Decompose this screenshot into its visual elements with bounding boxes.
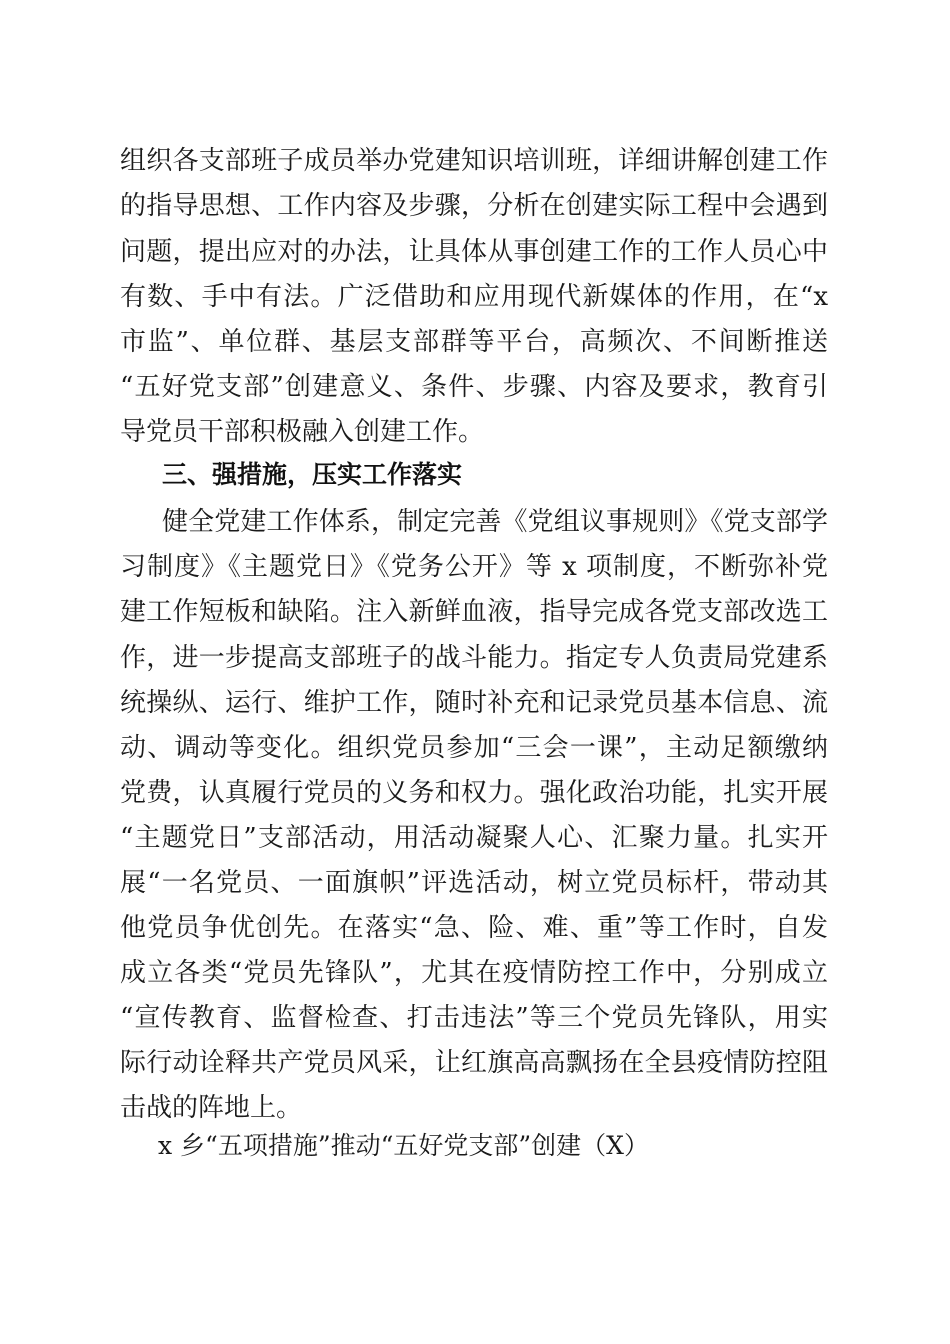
text-line: 问题，提出应对的办法，让具体从事创建工作的工作人员心中 [120, 237, 828, 267]
text-line: 展“一名党员、一面旗帜”评选活动，树立党员标杆，带动其 [120, 868, 828, 898]
next-article-title: x 乡“五项措施”推动“五好党支部”创建（X） [158, 1131, 649, 1160]
text-line: 动、调动等变化。组织党员参加“三会一课”，主动足额缴纳 [120, 733, 828, 763]
text-line: “主题党日”支部活动，用活动凝聚人心、汇聚力量。扎实开 [120, 823, 828, 853]
section-heading: 三、强措施，压实工作落实 [162, 460, 463, 489]
text-line: 作，进一步提高支部班子的战斗能力。指定专人负责局党建系 [120, 643, 828, 673]
text-line: 建工作短板和缺陷。注入新鲜血液，指导完成各党支部改选工 [120, 597, 828, 627]
text-line: 党费，认真履行党员的义务和权力。强化政治功能，扎实开展 [120, 778, 828, 808]
text-line: 击战的阵地上。 [120, 1093, 303, 1123]
text-line: 组织各支部班子成员举办党建知识培训班，详细讲解创建工作 [120, 146, 828, 176]
text-line: 有数、手中有法。广泛借助和应用现代新媒体的作用，在“x [120, 282, 828, 312]
text-line: 统操纵、运行、维护工作，随时补充和记录党员基本信息、流 [120, 688, 828, 718]
text-line: 导党员干部积极融入创建工作。 [120, 417, 485, 447]
text-line: 他党员争优创先。在落实“急、险、难、重”等工作时，自发 [120, 913, 828, 943]
text-line: 成立各类“党员先锋队”，尤其在疫情防控工作中，分别成立 [120, 958, 828, 988]
text-line: “宣传教育、监督检查、打击违法”等三个党员先锋队，用实 [120, 1003, 828, 1033]
text-line: 习制度》《主题党日》《党务公开》等 x 项制度，不断弥补党 [120, 552, 828, 582]
text-line: 健全党建工作体系，制定完善《党组议事规则》《党支部学 [162, 507, 828, 537]
text-line: “五好党支部”创建意义、条件、步骤、内容及要求，教育引 [120, 372, 828, 402]
text-line: 际行动诠释共产党员风采，让红旗高高飘扬在全县疫情防控阻 [120, 1048, 828, 1078]
text-line: 的指导思想、工作内容及步骤，分析在创建实际工程中会遇到 [120, 191, 828, 221]
text-line: 市监”、单位群、基层支部群等平台，高频次、不间断推送 [120, 327, 828, 357]
